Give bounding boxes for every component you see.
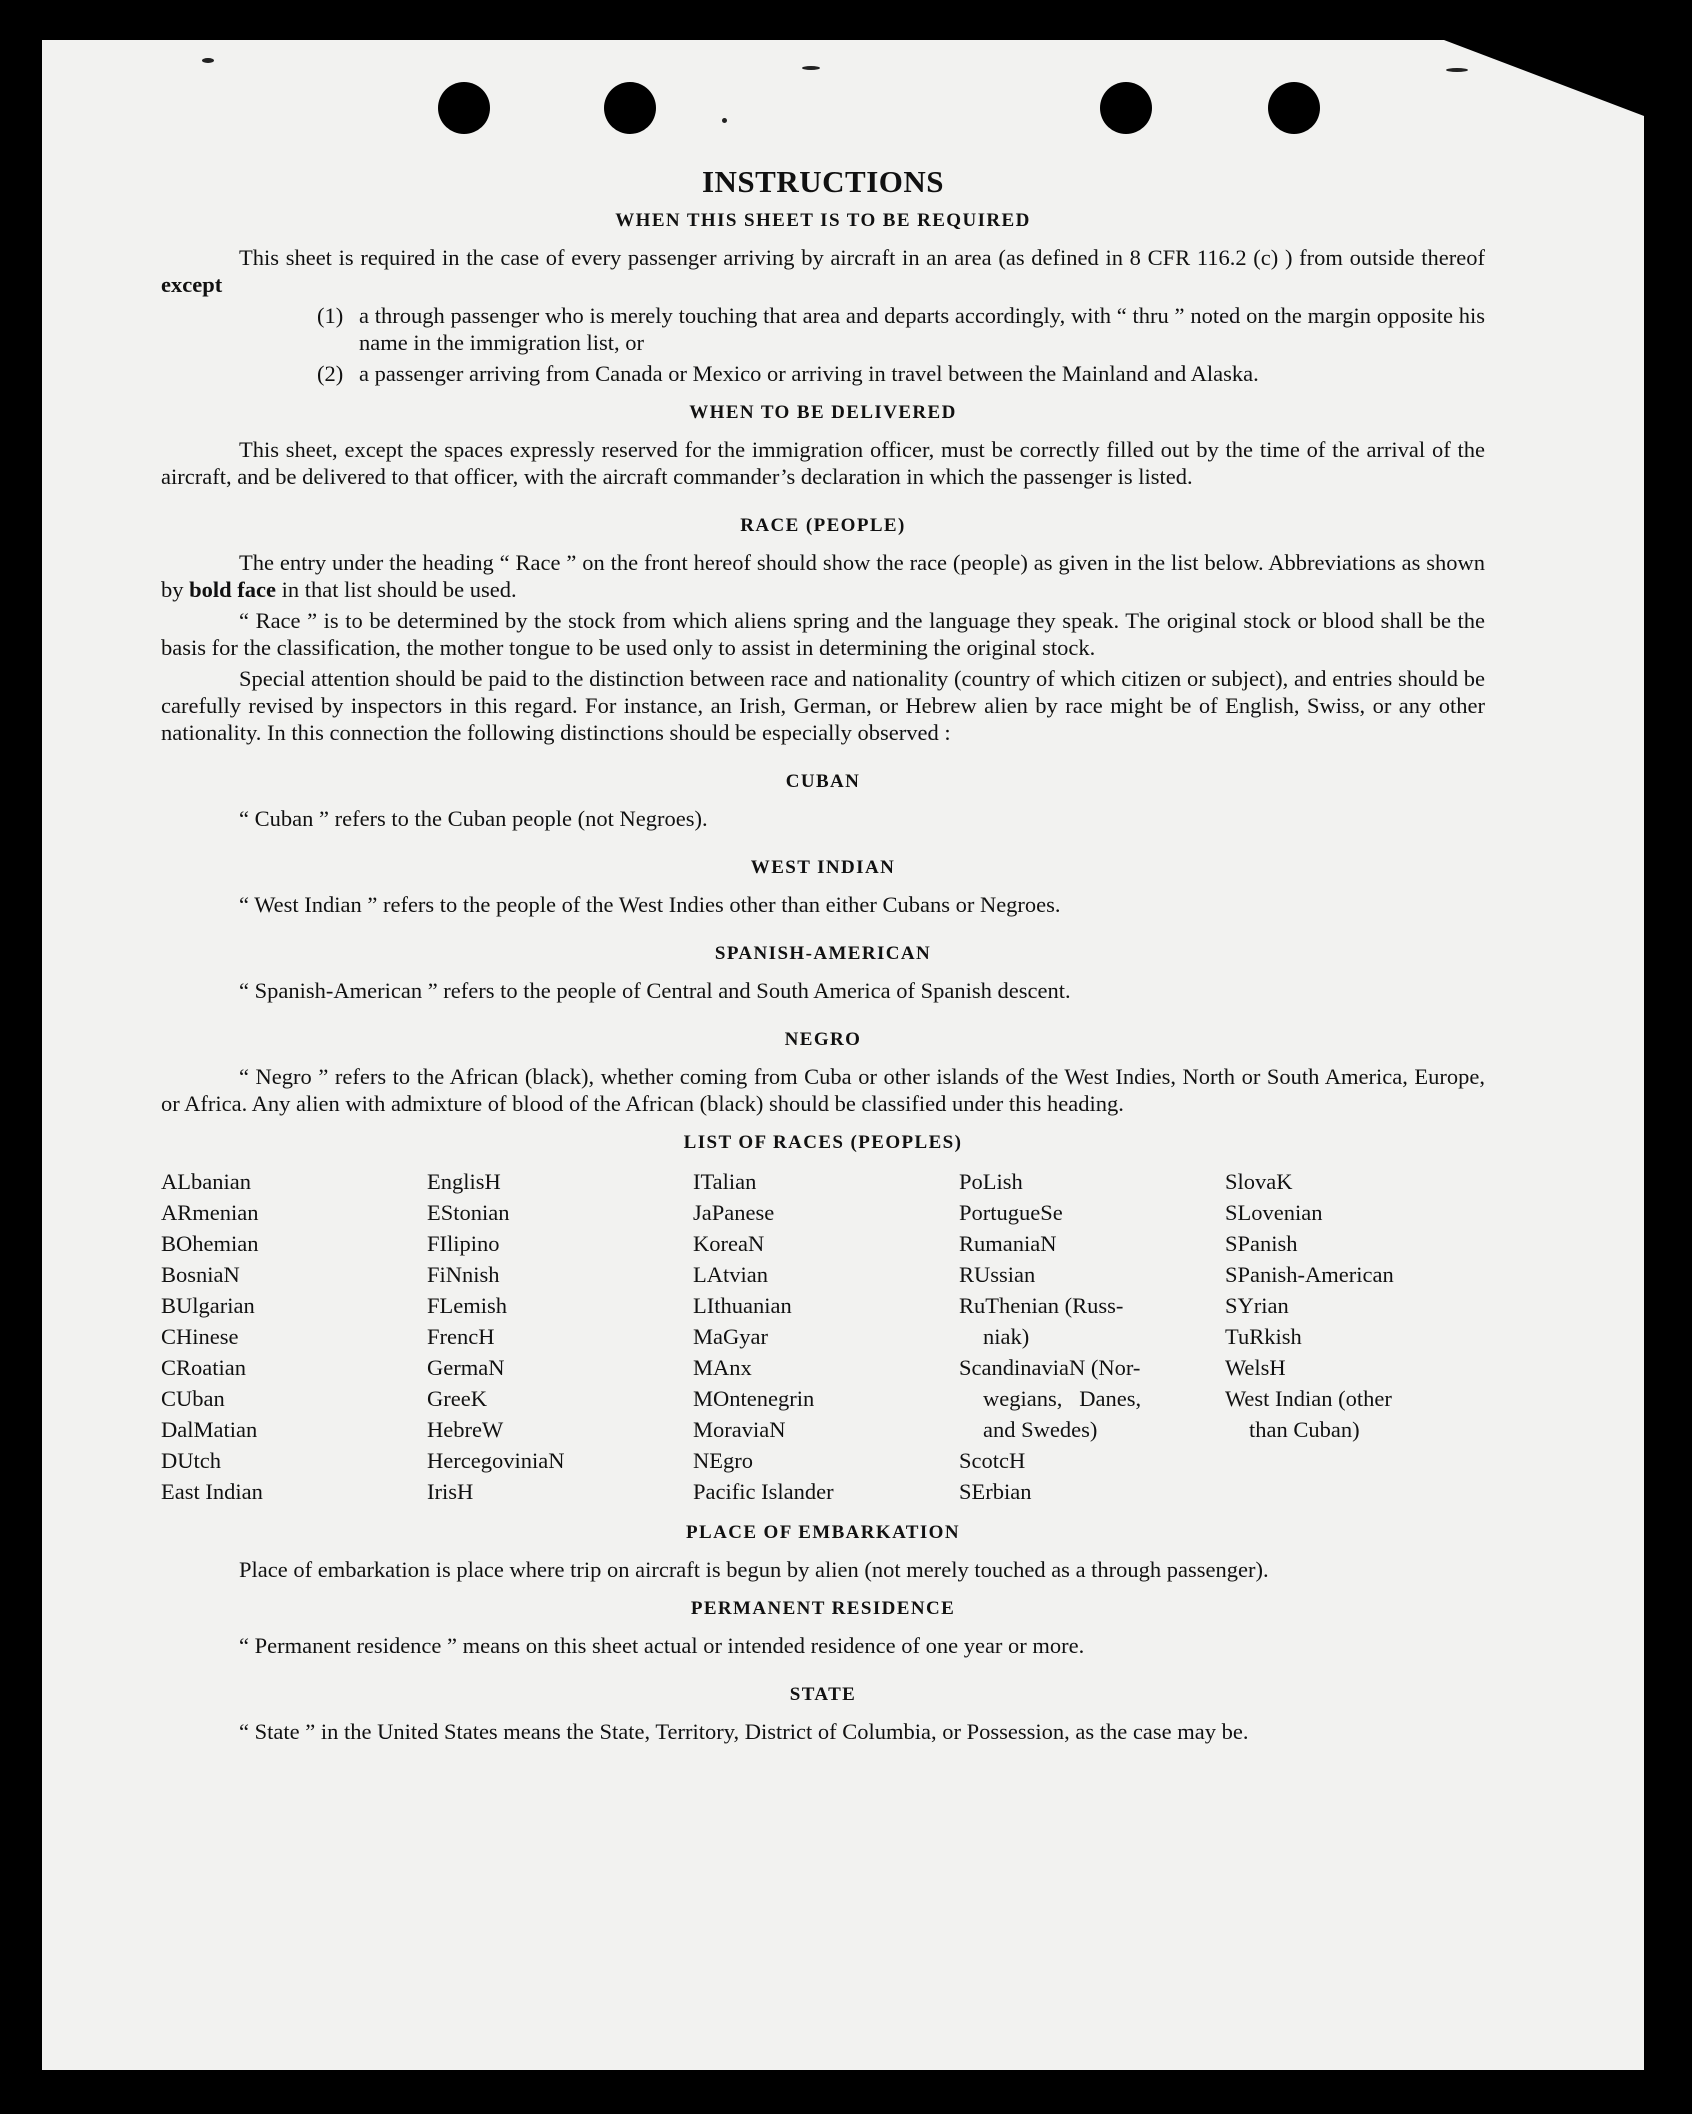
text-run: in that list should be used. [276, 577, 517, 602]
race-entry: CUban [161, 1386, 225, 1411]
bold-text: except [161, 272, 223, 297]
race-entry: GermaN [427, 1355, 505, 1380]
race-entry: MaGyar [693, 1324, 768, 1349]
heading-spanish-american: SPANISH-AMERICAN [714, 943, 932, 964]
race-entry: SPanish-American [1225, 1262, 1394, 1287]
race-entry: LIthuanian [693, 1293, 792, 1318]
heading-when-required: WHEN THIS SHEET IS TO BE REQUIRED [615, 210, 1031, 231]
heading-negro: NEGRO [784, 1029, 862, 1050]
heading-list-of-races: LIST OF RACES (PEOPLES) [683, 1132, 963, 1153]
race-entry: BOhemian [161, 1231, 259, 1256]
race-column-5 [1225, 1166, 1455, 1507]
race-entry: ScotcH [959, 1448, 1026, 1473]
race-entry: RumaniaN [959, 1231, 1057, 1256]
race-entry: niak) [983, 1324, 1030, 1349]
heading-west-indian: WEST INDIAN [750, 857, 896, 878]
race-entry: SYrian [1225, 1293, 1289, 1318]
heading-state: STATE [789, 1684, 857, 1705]
race-entry: FIlipino [427, 1231, 500, 1256]
race-entry: and Swedes) [983, 1417, 1098, 1442]
bold-text: bold face [189, 577, 276, 602]
instructions-content [161, 126, 1485, 1749]
list-item [161, 302, 1485, 356]
paragraph-negro: “ Negro ” refers to the African (black), whether coming from Cuba or other islands of the West Indies, North or South America, Europe, or Africa. Any alien with admixture of blood of the African (black) should be classified under this heading. [161, 1064, 1485, 1116]
paragraph-race-3: Special attention should be paid to the distinction between race and nationality (country of which citizen or subject), and entries should be carefully revised by inspectors in this regard. For instance, an Irish, German, or Hebrew alien by race might be of English, Swiss, or any other nationality. In this connection the following distinctions should be especially observed : [161, 666, 1485, 745]
race-entry: EnglisH [427, 1169, 501, 1194]
race-entry: MOntenegrin [693, 1386, 815, 1411]
race-entry: wegians, Danes, [983, 1386, 1142, 1411]
race-entry: PoLish [959, 1169, 1023, 1194]
race-column-1 [161, 1166, 427, 1507]
item-text: a passenger arriving from Canada or Mexico or arriving in travel between the Mainland and Alaska. [359, 361, 1259, 386]
text-run: The entry under the heading “ Race ” on the front hereof should show the race (people) as given in the list below. Abbreviations as shown by [161, 550, 1485, 602]
paragraph-when-required [161, 244, 1485, 298]
race-entry: CRoatian [161, 1355, 246, 1380]
race-column-4 [959, 1166, 1225, 1507]
scan-speck [1446, 68, 1468, 72]
list-item [161, 360, 1485, 387]
paragraph-state: “ State ” in the United States means the State, Territory, District of Columbia, or Possession, as the case may be. [239, 1719, 1249, 1744]
race-entry: EStonian [427, 1200, 510, 1225]
race-entry: LAtvian [693, 1262, 768, 1287]
paragraph-place-of-embarkation: Place of embarkation is place where trip on aircraft is begun by alien (not merely touched as a through passenger). [239, 1557, 1269, 1582]
race-entry: ScandinaviaN (Nor- [959, 1355, 1141, 1380]
paragraph-when-delivered: This sheet, except the spaces expressly reserved for the immigration officer, must be correctly filled out by the time of the arrival of the aircraft, and be delivered to that officer, with the aircraft commander’s declaration in which the passenger is listed. [161, 437, 1485, 489]
race-entry: DUtch [161, 1448, 221, 1473]
race-entry: NEgro [693, 1448, 753, 1473]
race-entry: SLovenian [1225, 1200, 1323, 1225]
heading-place-of-embarkation: PLACE OF EMBARKATION [686, 1522, 960, 1543]
heading-permanent-residence: PERMANENT RESIDENCE [690, 1598, 956, 1619]
race-list [161, 1166, 1485, 1507]
scan-speck [202, 58, 214, 63]
paragraph-cuban: “ Cuban ” refers to the Cuban people (not Negroes). [239, 806, 708, 831]
race-entry: ITalian [693, 1169, 757, 1194]
race-entry: TuRkish [1225, 1324, 1302, 1349]
race-entry: ALbanian [161, 1169, 251, 1194]
heading-cuban: CUBAN [785, 771, 861, 792]
item-number: (1) [317, 303, 344, 328]
race-entry: HebreW [427, 1417, 504, 1442]
race-entry: Pacific Islander [693, 1479, 834, 1504]
race-entry: RuThenian (Russ- [959, 1293, 1124, 1318]
page-title: INSTRUCTIONS [701, 164, 944, 199]
scan-speck [722, 118, 727, 123]
race-entry: RUssian [959, 1262, 1036, 1287]
paragraph-race-2: “ Race ” is to be determined by the stock from which aliens spring and the language they speak. The original stock or blood shall be the basis for the classification, the mother tongue to be used only to assist in determining the original stock. [161, 608, 1485, 660]
race-entry: ARmenian [161, 1200, 259, 1225]
race-entry: SlovaK [1225, 1169, 1293, 1194]
race-entry: West Indian (other [1225, 1386, 1392, 1411]
race-entry: CHinese [161, 1324, 239, 1349]
paragraph-spanish-american: “ Spanish-American ” refers to the people of Central and South America of Spanish descent. [239, 978, 1071, 1003]
race-entry: FiNnish [427, 1262, 500, 1287]
race-entry: BUlgarian [161, 1293, 255, 1318]
race-entry: HercegoviniaN [427, 1448, 565, 1473]
scan-speck [802, 66, 820, 70]
item-text: a through passenger who is merely touching that area and departs accordingly, with “ thru ” noted on the margin opposite his name in the immigration list, or [359, 303, 1485, 355]
race-column-2 [427, 1166, 693, 1507]
paragraph-race-1 [161, 549, 1485, 603]
race-entry: GreeK [427, 1386, 487, 1411]
race-column-3 [693, 1166, 959, 1507]
race-entry: PortugueSe [959, 1200, 1063, 1225]
text-run: This sheet is required in the case of every passenger arriving by aircraft in an area (as defined in 8 CFR 116.2 (c) ) from outside thereof [239, 245, 1485, 270]
race-entry: East Indian [161, 1479, 263, 1504]
race-entry: SPanish [1225, 1231, 1298, 1256]
race-entry: FrencH [427, 1324, 495, 1349]
heading-when-delivered: WHEN TO BE DELIVERED [689, 402, 957, 423]
item-number: (2) [317, 361, 344, 386]
race-entry: IrisH [427, 1479, 474, 1504]
race-entry: than Cuban) [1249, 1417, 1360, 1442]
race-entry: MAnx [693, 1355, 752, 1380]
heading-race: RACE (PEOPLE) [740, 515, 906, 536]
paragraph-permanent-residence: “ Permanent residence ” means on this sheet actual or intended residence of one year or more. [239, 1633, 1085, 1658]
race-entry: JaPanese [693, 1200, 775, 1225]
race-entry: BosniaN [161, 1262, 240, 1287]
race-entry: WelsH [1225, 1355, 1286, 1380]
race-entry: KoreaN [693, 1231, 765, 1256]
race-entry: FLemish [427, 1293, 508, 1318]
race-entry: DalMatian [161, 1417, 258, 1442]
race-entry: MoraviaN [693, 1417, 786, 1442]
race-entry: SErbian [959, 1479, 1032, 1504]
paragraph-west-indian: “ West Indian ” refers to the people of the West Indies other than either Cubans or Negroes. [239, 892, 1061, 917]
